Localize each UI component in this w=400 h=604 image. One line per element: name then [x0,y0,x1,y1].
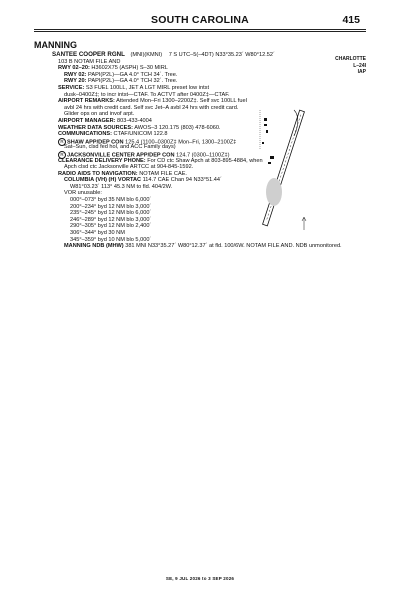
airport-title-line [52,52,352,59]
page-number: 415 [342,14,360,26]
entry-label: SERVICE: [58,84,85,91]
chart-id: CHARLOTTE [335,56,366,62]
apron-buildings [262,118,274,164]
entry-text: S3 FUEL 100LL, JET A LGT MIRL preset low intst [84,84,210,91]
header-rule-2 [34,31,366,32]
entry-text: 124.7 (0300–1100Z‡) [174,152,230,159]
entry-label: RWY 02–20: [58,65,90,72]
entry-text: H3602X75 (ASPH) S–30 MIRL [89,65,168,72]
entry-text: Apch clsd ctc Jacksonville ARTCC at 904-845-1592. [64,164,194,171]
runway-diagram [260,110,304,226]
entry-text: W81°03.23´ 113° 45.3 NM to fld. 404/2W. [70,183,173,190]
chart-id: L–24I [353,62,366,69]
entry-label: CLEARANCE DELIVERY PHONE: [58,157,146,164]
entry-text: 306°–344° byd 30 NM [70,230,125,237]
entry-label: COLUMBIA (VH) (H) VORTAC [64,177,142,184]
entry-label: AIRPORT REMARKS: [58,98,115,105]
entry-label: WEATHER DATA SOURCES: [58,124,133,131]
entry-text: 345°–359° byd 10 NM blo 5,000´ [70,236,152,243]
entry-label: RWY 20: [64,78,87,85]
entry-text: Attended Mon–Fri 1300–2200Z‡. Self svc 100LL fuel [114,98,247,105]
entry-text: 381 MNI N33°35.27´ W80°12.37´ at fld. 100/6W. NOTAM FILE AND. NDB unmonitored. [123,243,342,250]
entry-text: For CD ctc Shaw Apch at 803-895-4884, when [145,157,263,164]
city-name: MANNING [34,40,77,50]
entry-label: RWY 02: [64,71,87,78]
entry-text: 246°–289° byd 12 NM blo 3,000´ [70,216,152,223]
entry-text: PAPI(P2L)—GA 4.0° TCH 32´. Tree. [86,78,178,85]
entry-text: avbl 24 hrs with credit card. Self svc Jet–A avbl 24 hrs with credit card. [64,104,239,111]
radar-circle-icon: R [58,151,66,159]
header-rule [34,29,366,30]
page-header [0,14,400,26]
entry-text: 235°–245° byd 12 NM blo 6,000´ [70,210,152,217]
entry-label: RADIO AIDS TO NAVIGATION: [58,170,138,177]
entry-text: dusk–0400Z‡; to incr intst—CTAF. To ACTVT after 0400Z‡—CTAF. [64,91,230,98]
entry-label: SHAW APP/DEP CON [67,139,124,146]
entry-text: Glider ops on and invof arpt. [64,111,135,118]
entry-text: 000°–073° byd 35 NM blo 6,000´ [70,197,152,204]
entry-text: 114.7 CAE Chan 94 N33°51.44´ [141,177,222,184]
entry-text: CTAF/UNICOM 122.8 [111,131,168,138]
entry-text: 125.4 (1100–0300Z‡ Mon–Fri, 1300–2100Z‡ [123,139,237,146]
entry-line [52,78,352,85]
entry-line [52,65,352,72]
entry-label: MANNING NDB (MHW) [64,243,124,250]
radar-circle-icon: R [58,138,66,146]
entry-text: VOR unusable: [64,190,102,197]
entry-label: COMMUNICATIONS: [58,131,112,138]
entry-text: 200°–234° byd 12 NM blo 3,000´ [70,203,152,210]
entry-text: NOTAM FILE CAE. [137,170,187,177]
airport-name: SANTEE COOPER RGNL [52,51,125,58]
airport-info: 7 S UTC–5(–4DT) N33°35.23´ W80°12.52´ [168,52,275,58]
entry-text: PAPI(P2L)—GA 4.0° TCH 34´. Tree. [86,71,178,78]
airport-ids: (MNI)(KMNI) [130,52,163,58]
airport-diagram [254,90,316,250]
compass-arrow [302,217,306,230]
airport-elev-line: 103 B NOTAM FILE AND [58,58,121,65]
entry-line [52,72,352,79]
state-title: SOUTH CAROLINA [151,14,249,26]
entry-text: 803-433-4004 [115,117,152,124]
entry-text: 290°–305° byd 12 NM blo 2,400´ [70,223,152,230]
trees-area [266,178,282,206]
entry-label: AIRPORT MANAGER: [58,117,116,124]
entry-label: JACKSONVILLE CENTER APP/DEP CON [67,152,175,159]
entry-text: AWOS–3 120.175 (803) 478-6060. [133,124,221,131]
chart-id: IAP [357,69,366,75]
entry-text: Sat–Sun, clsd fed hol, and ACC Family days) [64,144,176,151]
footer-effective-dates: SE, 9 JUL 2026 to 3 SEP 2026 [165,576,235,581]
